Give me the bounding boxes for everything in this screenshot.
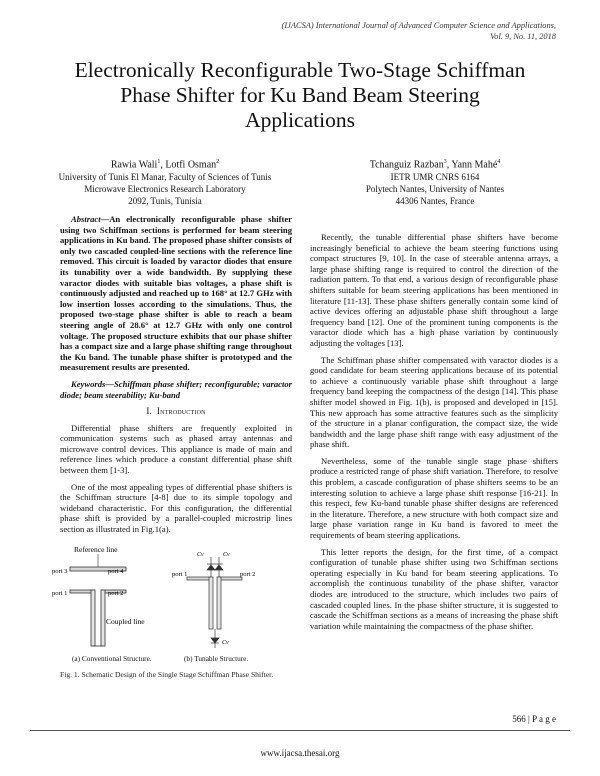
author-sup: 2 (216, 159, 220, 165)
paragraph: Nevertheless, some of the tunable single stage phase shifters produce a restricted range of phase shift variation. Therefore, to resolve this problem, a cascade configuration of phase shifters seems to be an interesting solution to achieve a large phase shift response [16-21]. In this respect, few Ku-band tunable phase shifter designs are referenced in the literature. Therefore, a new structure with both compact size and large phase variation range in Ku band is favored to meet the requirements of beam steering applications. (310, 455, 558, 541)
author-names-left (30, 156, 300, 171)
right-column (310, 232, 558, 637)
section-title: Introduction (156, 406, 206, 417)
abstract (60, 214, 292, 373)
label-port3: port 3 (52, 568, 68, 575)
label-cv-left: Cv (197, 552, 204, 558)
label-port2: port 2 (108, 590, 124, 597)
affiliation-line: Polytech Nantes, University of Nantes (365, 184, 505, 195)
b-port2-strip (218, 577, 242, 580)
paragraph: One of the most appealing types of differential phase shifters is the Schiffman structure [4-8] due to its simple topology and wideband characteristic. For this configuration, the differential phase shift is provided by a parallel-coupled microstrip lines section as illustrated in Fig.1(a). (60, 481, 292, 535)
coupled-line-right (101, 590, 105, 646)
figure-sublabel-a: (a) Conventional Structure. (72, 654, 152, 663)
author-name: , Yann Mahé (446, 159, 498, 171)
label-coupled-line: Coupled line (106, 617, 145, 626)
paragraph: This letter reports the design, for the first time, of a compact configuration of tunable phase shifter using two Schiffman sections operating especially in Ku band for beam steering applications. To accomplish the continuous tunability of the phase shifter, varactor diodes are introduced to the structure, which includes two pairs of cascaded coupled lines. In the phase shifter structure, it is suggested to cascade the Schiffman sections as a means of increasing the phase shift variation while maintaining the compactness of the phase shifter. (310, 546, 558, 631)
paragraph: Recently, the tunable differential phase shifters have become increasingly beneficial to achieve the beam steering functions using compact structures [9, 10]. In the case of steerable antenna arrays, a large phase shifting range is required to control the direction of the radiation pattern. To that end, a various design of reconfigurable phase shifters suitable for beam steering applications has been mentioned in literature [11-13]. These phase shifters generally contain some kind of active devices offering an adjustable phase shift throughout a large frequency band [12]. One of the prominent tuning components is the varactor diode which has a high phase variation by continuously adjusting the voltages [13]. (310, 232, 558, 348)
footer-url: www.ijacsa.thesai.org (260, 748, 340, 758)
author-names-right (300, 156, 570, 171)
label-cv-bottom: Cv (222, 640, 229, 646)
figure-1a-conventional (70, 567, 126, 646)
affiliation-line: Microwave Electronics Research Laboratory (84, 184, 246, 195)
page-number: 566 | P a g e (512, 714, 556, 724)
b-coupled-line-left (209, 577, 213, 629)
left-column (60, 214, 292, 541)
figure-1b-tunable (187, 557, 242, 648)
figure-1-schematic (52, 540, 298, 650)
title-line-1: Electronically Reconfigurable Two-Stage Schiffman (74, 58, 526, 82)
paragraph: The Schiffman phase shifter compensated with varactor diodes is a good candidate for beam steering applications because of its potential to achieve a continuously variable phase shift throughout a large frequency band keeping the compactness of the design [14]. This phase shifter model showed in Fig. 1(b), is proposed and developed in [15]. This new approach has some attractive features such as the simplicity of the structure in a planar configuration, the compact size, the wide bandwidth and the large phase shift range with easy adjustment of the phase shift. (310, 354, 558, 450)
label-port1: port 1 (52, 590, 68, 597)
b-port1-strip (187, 577, 211, 580)
varactor-top-left-symbol (207, 565, 215, 570)
paragraph: Differential phase shifters are frequently exploited in communication systems such as phased array antennas and microwave control devices. This appliance is made of main and reference lines which produce a constant differential phase shift between them [1-3]. (60, 422, 292, 476)
paper-title (30, 58, 570, 133)
keywords-label: Keywords— (71, 378, 114, 389)
label-port4: port 4 (108, 568, 124, 575)
author-name: Tchanguiz Razban (369, 159, 444, 171)
label-b-port1: port 1 (172, 571, 188, 578)
footer-divider (30, 730, 570, 731)
label-b-port2: port 2 (240, 571, 256, 578)
affiliation-line: University of Tunis El Manar, Faculty of Sciences of Tunis (58, 172, 272, 183)
figure-sublabel-b: (b) Tunable Structure. (184, 654, 249, 663)
label-reference-line: Reference line (74, 545, 118, 554)
keywords-text: Schiffman phase shifter; reconfigurable; varactor diode; beam steerability; Ku-band (60, 378, 292, 400)
author-sup: 4 (497, 159, 501, 165)
abstract-text: An electronically reconfigurable phase shifter using two Schiffman sections is performed for beam steering applications in Ku band. The proposed phase shifter consists of only two cascaded coupled-line sections with the reference line removed. This circuit is loaded by varactor diodes that ensure its tunability over a wide bandwidth. By supplying these varactor diodes with suitable bias voltages, a phase shift is continuously adjusted and reached up to 168° at 12.7 GHz with low insertion losses according to the simulations. Thus, the proposed two-stage phase shifter is able to reach a beam steering angle of 28.6° at 12.7 GHz with only one control voltage. The proposed structure exhibits that our phase shifter has a compact size and a large phase shifting range throughout the Ku band. The tunable phase shifter is prototyped and the measurement results are presented. (60, 214, 292, 373)
journal-header (196, 20, 556, 42)
section-heading-introduction (60, 406, 292, 417)
label-cv-right: Cv (223, 552, 230, 558)
author-block-right (300, 156, 570, 207)
affiliation-line: 44306 Nantes, France (395, 196, 475, 207)
b-coupled-line-right (217, 577, 221, 629)
title-line-2: Phase Shifter for Ku Band Beam Steering (120, 83, 480, 107)
journal-line-2: Vol. 9, No. 11, 2018 (490, 32, 556, 41)
coupled-line-left (91, 590, 95, 646)
varactor-top-right-symbol (215, 565, 223, 570)
journal-line-1: (IJACSA) International Journal of Advanced Computer Science and Applications, (281, 21, 556, 30)
title-line-3: Applications (245, 108, 355, 132)
varactor-bottom-symbol (211, 638, 219, 643)
author-name: , Lotfi Osman (160, 159, 217, 171)
author-name: Rawia Wali (110, 159, 158, 171)
port1-strip (70, 590, 94, 593)
author-block-left (30, 156, 300, 207)
keywords (60, 379, 292, 400)
section-number: I. (146, 406, 152, 417)
abstract-label: Abstract— (71, 214, 110, 224)
author-sup: 3 (443, 159, 447, 165)
affiliation-line: 2092, Tunis, Tunisia (128, 196, 202, 207)
figure-caption: Fig. 1. Schematic Design of the Single Stage Schiffman Phase Shifter. (60, 670, 274, 679)
affiliation-line: IETR UMR CNRS 6164 (390, 172, 480, 183)
author-sup: 1 (157, 159, 161, 165)
